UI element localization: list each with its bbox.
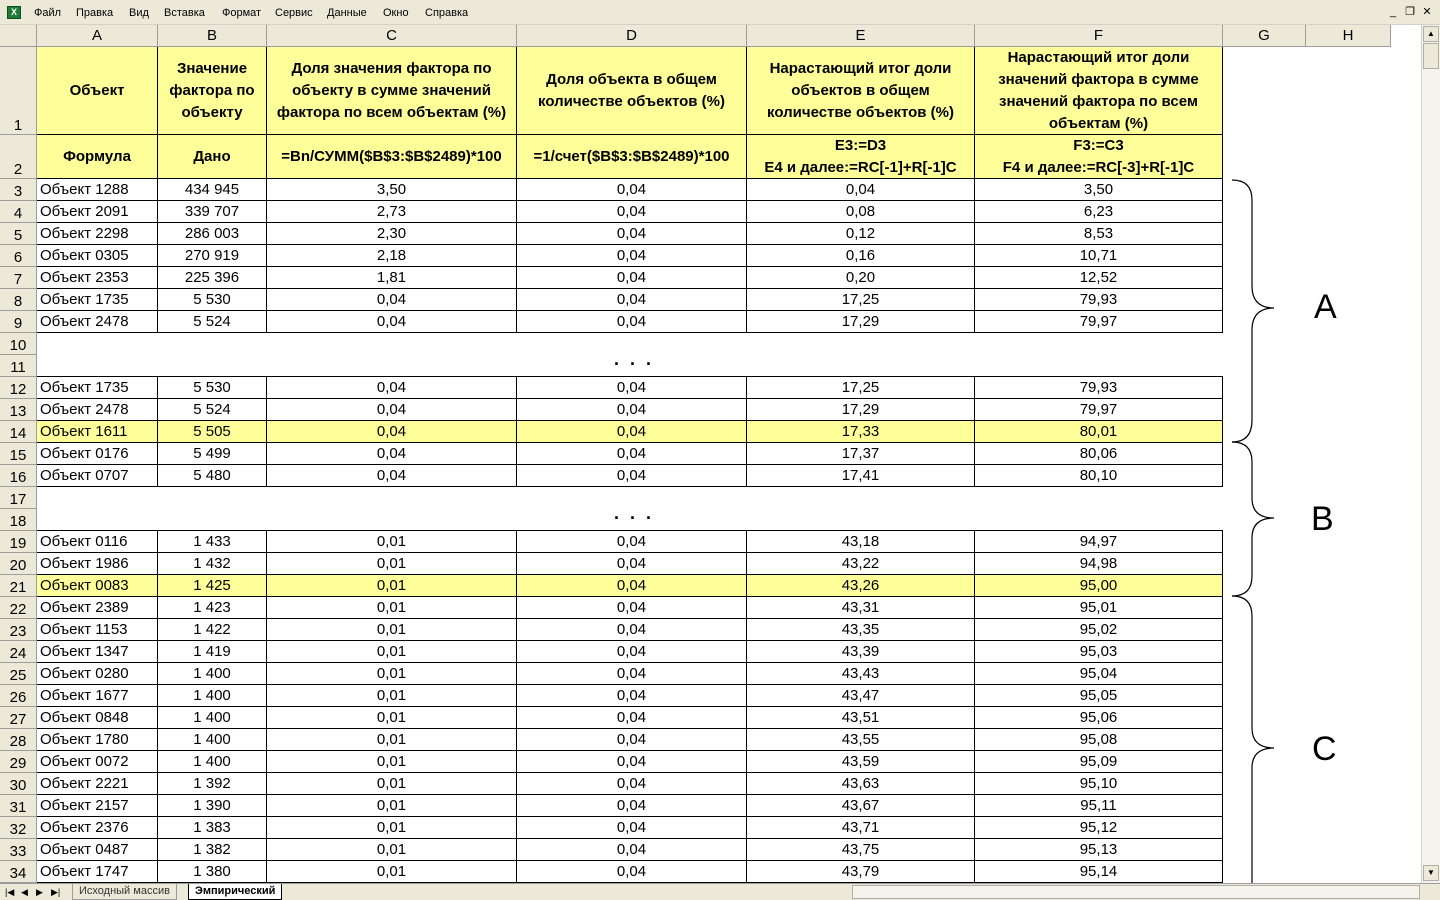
spreadsheet-grid[interactable] [0,25,1421,883]
table-cell[interactable]: 43,51 [747,707,975,729]
menu-view[interactable]: Вид [129,7,149,19]
table-cell[interactable]: 0,04 [517,575,747,597]
row-header[interactable]: 28 [0,729,37,751]
table-cell[interactable]: 95,08 [975,729,1223,751]
table-cell[interactable]: 95,12 [975,817,1223,839]
row-header[interactable]: 2 [0,135,37,179]
header-cell-a: Объект [37,47,158,135]
table-cell[interactable]: 43,26 [747,575,975,597]
segment-label-b: B [1311,500,1334,538]
table-cell[interactable]: Объект 1288 [37,179,158,201]
column-header-g[interactable]: G [1223,25,1306,47]
menu-file[interactable]: Файл [34,7,62,19]
table-cell[interactable]: 43,55 [747,729,975,751]
table-cell[interactable]: Объект 2221 [37,773,158,795]
table-cell[interactable]: 0,04 [517,377,747,399]
table-cell[interactable]: 2,30 [267,223,517,245]
row-header[interactable]: 18 [0,509,37,531]
header-cell-f: Нарастающий итог доли значений фактора в сумме значений фактора по всем объектам (%) [975,47,1223,135]
table-cell[interactable]: 5 524 [158,311,267,333]
table-cell[interactable]: Объект 1780 [37,729,158,751]
row-header[interactable]: 27 [0,707,37,729]
excel-app-icon[interactable]: X [7,6,21,19]
table-cell[interactable]: 0,01 [267,839,517,861]
table-cell[interactable]: 0,04 [267,289,517,311]
table-cell[interactable]: 0,04 [517,707,747,729]
table-cell[interactable]: 17,29 [747,311,975,333]
table-cell[interactable]: 0,01 [267,685,517,707]
table-cell[interactable]: 1 383 [158,817,267,839]
table-cell[interactable]: 3,50 [267,179,517,201]
table-cell[interactable]: Объект 2478 [37,399,158,421]
table-cell[interactable]: 80,10 [975,465,1223,487]
table-cell[interactable]: 0,01 [267,597,517,619]
table-cell[interactable]: 5 499 [158,443,267,465]
table-cell[interactable]: 1 419 [158,641,267,663]
table-cell[interactable]: Объект 1735 [37,289,158,311]
table-cell[interactable]: 43,35 [747,619,975,641]
table-cell[interactable]: 0,04 [267,311,517,333]
table-cell[interactable]: 0,04 [517,311,747,333]
table-cell[interactable]: 1 382 [158,839,267,861]
table-cell[interactable]: 5 530 [158,377,267,399]
table-cell[interactable]: 17,37 [747,443,975,465]
table-cell[interactable]: 43,79 [747,861,975,883]
table-cell[interactable]: Объект 1153 [37,619,158,641]
table-cell[interactable]: 0,04 [517,597,747,619]
column-header-c[interactable]: C [267,25,517,47]
table-cell[interactable]: 1 400 [158,663,267,685]
row-header[interactable]: 30 [0,773,37,795]
table-cell[interactable]: 0,20 [747,267,975,289]
table-cell[interactable]: 1 423 [158,597,267,619]
formula-cell-a: Формула [37,135,158,179]
formula-cell-d: =1/счет($B$3:$B$2489)*100 [517,135,747,179]
table-cell[interactable]: 0,08 [747,201,975,223]
table-cell[interactable]: 0,04 [267,377,517,399]
row-header[interactable]: 9 [0,311,37,333]
table-cell[interactable]: Объект 2376 [37,817,158,839]
table-cell[interactable]: 0,04 [517,201,747,223]
table-cell[interactable]: 12,52 [975,267,1223,289]
table-cell[interactable]: 43,71 [747,817,975,839]
table-cell[interactable]: Объект 0176 [37,443,158,465]
table-cell[interactable]: 95,06 [975,707,1223,729]
row-header[interactable]: 29 [0,751,37,773]
table-cell[interactable]: 0,04 [517,289,747,311]
column-header-a[interactable]: A [37,25,158,47]
table-cell[interactable]: Объект 1677 [37,685,158,707]
table-cell[interactable]: Объект 2353 [37,267,158,289]
brace-b-icon [1232,442,1274,596]
close-icon[interactable]: ✕ [1422,6,1432,18]
table-cell[interactable]: 0,16 [747,245,975,267]
table-cell[interactable]: 8,53 [975,223,1223,245]
menu-insert[interactable]: Вставка [164,7,205,19]
table-cell[interactable]: 0,04 [517,531,747,553]
row-header[interactable]: 3 [0,179,37,201]
table-cell[interactable]: 95,02 [975,619,1223,641]
header-cell-b: Значение фактора по объекту [158,47,267,135]
menu-help[interactable]: Справка [425,7,469,19]
formula-line: F4 и далее:=RC[-3]+R[-1]C [1002,158,1195,176]
table-cell[interactable]: 1 390 [158,795,267,817]
table-cell[interactable]: 0,04 [517,641,747,663]
table-cell[interactable]: 0,04 [517,399,747,421]
table-cell[interactable]: 0,01 [267,707,517,729]
column-header-f[interactable]: F [975,25,1223,47]
row-header[interactable]: 5 [0,223,37,245]
tab-prev-icon[interactable]: ◀ [21,887,28,897]
row-header[interactable]: 12 [0,377,37,399]
table-cell[interactable]: 0,01 [267,553,517,575]
row-header[interactable]: 34 [0,861,37,883]
menu-format[interactable]: Формат [222,7,262,19]
brace-c-icon [1232,596,1274,890]
table-cell[interactable]: 0,04 [517,465,747,487]
table-cell[interactable]: 5 530 [158,289,267,311]
table-cell[interactable]: 2,18 [267,245,517,267]
table-cell[interactable]: 0,04 [747,179,975,201]
table-cell[interactable]: 0,04 [517,223,747,245]
table-cell[interactable]: 95,03 [975,641,1223,663]
table-cell[interactable]: 1 425 [158,575,267,597]
menu-bar [0,0,1440,25]
table-cell[interactable]: 79,93 [975,289,1223,311]
table-cell[interactable]: 270 919 [158,245,267,267]
table-cell[interactable]: 0,04 [517,421,747,443]
table-cell[interactable]: 1 433 [158,531,267,553]
table-cell[interactable]: 6,23 [975,201,1223,223]
row-header[interactable]: 24 [0,641,37,663]
table-cell[interactable]: 1 400 [158,685,267,707]
table-cell[interactable]: 17,41 [747,465,975,487]
table-cell[interactable]: 43,22 [747,553,975,575]
table-cell[interactable]: 95,13 [975,839,1223,861]
table-cell[interactable]: 0,01 [267,531,517,553]
row-header[interactable]: 31 [0,795,37,817]
row-header[interactable]: 19 [0,531,37,553]
row-header[interactable]: 10 [0,333,37,355]
table-cell[interactable]: 0,01 [267,751,517,773]
table-cell[interactable]: 0,04 [517,773,747,795]
table-cell[interactable]: 43,63 [747,773,975,795]
table-cell[interactable]: Объект 0707 [37,465,158,487]
table-cell[interactable]: 0,04 [517,839,747,861]
formula-cell-c: =Bn/СУММ($B$3:$B$2489)*100 [267,135,517,179]
table-cell[interactable]: 43,31 [747,597,975,619]
formula-line: E3:=D3 [834,136,887,154]
formula-cell-f [975,135,1223,179]
table-cell[interactable]: 94,97 [975,531,1223,553]
table-cell[interactable]: Объект 1747 [37,861,158,883]
scroll-down-icon[interactable]: ▼ [1423,865,1439,881]
table-cell[interactable]: 434 945 [158,179,267,201]
table-cell[interactable]: 5 480 [158,465,267,487]
table-cell[interactable]: 0,04 [517,795,747,817]
table-cell[interactable]: 0,01 [267,729,517,751]
table-cell[interactable]: 0,04 [517,245,747,267]
table-cell[interactable]: Объект 2298 [37,223,158,245]
table-cell[interactable]: 17,25 [747,289,975,311]
header-cell-d: Доля объекта в общем количестве объектов (%) [517,47,747,135]
table-cell[interactable]: 0,04 [517,267,747,289]
scroll-up-icon[interactable]: ▲ [1423,26,1439,42]
table-cell[interactable]: 5 524 [158,399,267,421]
table-cell[interactable]: 0,01 [267,663,517,685]
grid-line [37,178,1223,179]
table-cell[interactable]: Объект 2091 [37,201,158,223]
row-header[interactable]: 17 [0,487,37,509]
table-cell[interactable]: 0,01 [267,641,517,663]
table-cell[interactable]: Объект 0072 [37,751,158,773]
table-cell[interactable]: Объект 2478 [37,311,158,333]
table-cell[interactable]: 0,04 [517,861,747,883]
table-cell[interactable]: 1 380 [158,861,267,883]
table-cell[interactable]: 79,97 [975,311,1223,333]
row-header[interactable]: 13 [0,399,37,421]
row-header[interactable]: 21 [0,575,37,597]
tab-empirical[interactable]: Эмпирический [188,884,282,900]
horizontal-scrollbar[interactable] [852,885,1420,899]
segment-label-a: A [1314,288,1337,326]
table-cell[interactable]: Объект 1347 [37,641,158,663]
table-cell[interactable]: 95,01 [975,597,1223,619]
table-cell[interactable]: 79,97 [975,399,1223,421]
row-header[interactable]: 20 [0,553,37,575]
row-header[interactable]: 16 [0,465,37,487]
table-cell[interactable]: Объект 0305 [37,245,158,267]
table-cell[interactable]: Объект 2157 [37,795,158,817]
table-cell[interactable]: 1 422 [158,619,267,641]
table-cell[interactable]: 95,04 [975,663,1223,685]
table-cell[interactable]: 43,47 [747,685,975,707]
table-cell[interactable]: 95,05 [975,685,1223,707]
formula-cell-e [747,135,975,179]
sheet-tab-bar [0,883,1440,900]
table-cell[interactable]: 0,04 [517,685,747,707]
brace-group [1224,170,1284,900]
table-cell[interactable]: 17,33 [747,421,975,443]
menu-data[interactable]: Данные [327,7,367,19]
table-cell[interactable]: 0,01 [267,575,517,597]
table-cell[interactable]: 43,75 [747,839,975,861]
row-header[interactable]: 11 [0,355,37,377]
restore-icon[interactable]: ❐ [1405,6,1415,18]
table-cell[interactable]: 43,43 [747,663,975,685]
table-cell[interactable]: Объект 0487 [37,839,158,861]
table-cell[interactable]: 0,01 [267,773,517,795]
table-cell[interactable]: 0,04 [517,443,747,465]
vertical-scrollbar[interactable] [1421,25,1440,883]
formula-line: E4 и далее:=RC[-1]+R[-1]C [764,158,957,176]
column-header-h[interactable]: H [1306,25,1391,47]
row-header[interactable]: 6 [0,245,37,267]
table-cell[interactable]: 286 003 [158,223,267,245]
table-cell[interactable]: 43,59 [747,751,975,773]
minimize-icon[interactable]: _ [1389,6,1397,18]
table-cell[interactable]: 94,98 [975,553,1223,575]
table-cell[interactable]: 43,18 [747,531,975,553]
table-cell[interactable]: Объект 2389 [37,597,158,619]
table-cell[interactable]: 17,25 [747,377,975,399]
ellipsis-marker: . . . [614,503,655,523]
table-cell[interactable]: 1 432 [158,553,267,575]
table-cell[interactable]: 225 396 [158,267,267,289]
table-cell[interactable]: 17,29 [747,399,975,421]
header-cell-c: Доля значения фактора по объекту в сумме значений фактора по всем объектам (%) [267,47,517,135]
row-header[interactable]: 15 [0,443,37,465]
table-cell[interactable]: Объект 0280 [37,663,158,685]
table-cell[interactable]: 2,73 [267,201,517,223]
row-header[interactable]: 1 [0,47,37,135]
table-cell[interactable]: 0,04 [267,443,517,465]
table-cell[interactable]: 1 400 [158,729,267,751]
row-header[interactable]: 22 [0,597,37,619]
tab-next-icon[interactable]: ▶ [36,887,43,897]
table-cell[interactable]: 95,11 [975,795,1223,817]
table-cell[interactable]: 43,67 [747,795,975,817]
brace-a-icon [1232,180,1274,442]
row-header[interactable]: 25 [0,663,37,685]
column-header-e[interactable]: E [747,25,975,47]
table-cell[interactable]: 0,04 [267,465,517,487]
table-cell[interactable]: 80,01 [975,421,1223,443]
header-cell-e: Нарастающий итог доли объектов в общем количестве объектов (%) [747,47,975,135]
table-cell[interactable]: 339 707 [158,201,267,223]
menu-tools[interactable]: Сервис [275,7,313,19]
table-cell[interactable]: 0,04 [517,663,747,685]
table-cell[interactable]: Объект 0083 [37,575,158,597]
segment-label-c: C [1312,730,1337,768]
table-cell[interactable]: 0,04 [517,619,747,641]
table-cell[interactable]: 0,01 [267,817,517,839]
table-cell[interactable]: 5 505 [158,421,267,443]
table-cell[interactable]: 80,06 [975,443,1223,465]
tab-first-icon[interactable]: |◀ [5,887,15,897]
table-cell[interactable]: 0,04 [517,553,747,575]
table-cell[interactable]: 1 400 [158,707,267,729]
table-cell[interactable]: 95,00 [975,575,1223,597]
table-cell[interactable]: 0,04 [517,817,747,839]
table-cell[interactable]: 0,04 [517,729,747,751]
row-header[interactable]: 26 [0,685,37,707]
table-cell[interactable]: 0,04 [267,421,517,443]
table-cell[interactable]: 95,09 [975,751,1223,773]
table-cell[interactable]: 0,01 [267,861,517,883]
table-cell[interactable]: 0,04 [517,751,747,773]
table-cell[interactable]: 0,04 [517,179,747,201]
column-header-d[interactable]: D [517,25,747,47]
row-header[interactable]: 7 [0,267,37,289]
formula-line: F3:=C3 [1073,136,1124,154]
tab-source-array[interactable]: Исходный массив [72,884,177,900]
table-cell[interactable]: 1,81 [267,267,517,289]
menu-edit[interactable]: Правка [76,7,114,19]
row-header[interactable]: 8 [0,289,37,311]
table-cell[interactable]: 0,12 [747,223,975,245]
row-header[interactable]: 14 [0,421,37,443]
row-header[interactable]: 32 [0,817,37,839]
row-header[interactable]: 33 [0,839,37,861]
table-cell[interactable]: 0,01 [267,795,517,817]
column-header-b[interactable]: B [158,25,267,47]
table-cell[interactable]: 10,71 [975,245,1223,267]
formula-cell-b: Дано [158,135,267,179]
select-all-corner[interactable] [0,25,37,47]
table-cell[interactable]: Объект 1735 [37,377,158,399]
row-header[interactable]: 23 [0,619,37,641]
table-cell[interactable]: Объект 1986 [37,553,158,575]
scroll-thumb[interactable] [1423,43,1439,69]
table-cell[interactable]: 95,14 [975,861,1223,883]
table-cell[interactable]: 95,10 [975,773,1223,795]
menu-window[interactable]: Окно [383,7,409,19]
table-cell[interactable]: 79,93 [975,377,1223,399]
table-cell[interactable]: Объект 0116 [37,531,158,553]
table-cell[interactable]: 43,39 [747,641,975,663]
ellipsis-marker: . . . [614,349,655,369]
tab-last-icon[interactable]: ▶| [51,887,61,897]
table-cell[interactable]: Объект 0848 [37,707,158,729]
table-cell[interactable]: Объект 1611 [37,421,158,443]
table-cell[interactable]: 3,50 [975,179,1223,201]
table-cell[interactable]: 0,01 [267,619,517,641]
table-cell[interactable]: 0,04 [267,399,517,421]
table-cell[interactable]: 1 400 [158,751,267,773]
table-cell[interactable]: 1 392 [158,773,267,795]
row-header[interactable]: 4 [0,201,37,223]
